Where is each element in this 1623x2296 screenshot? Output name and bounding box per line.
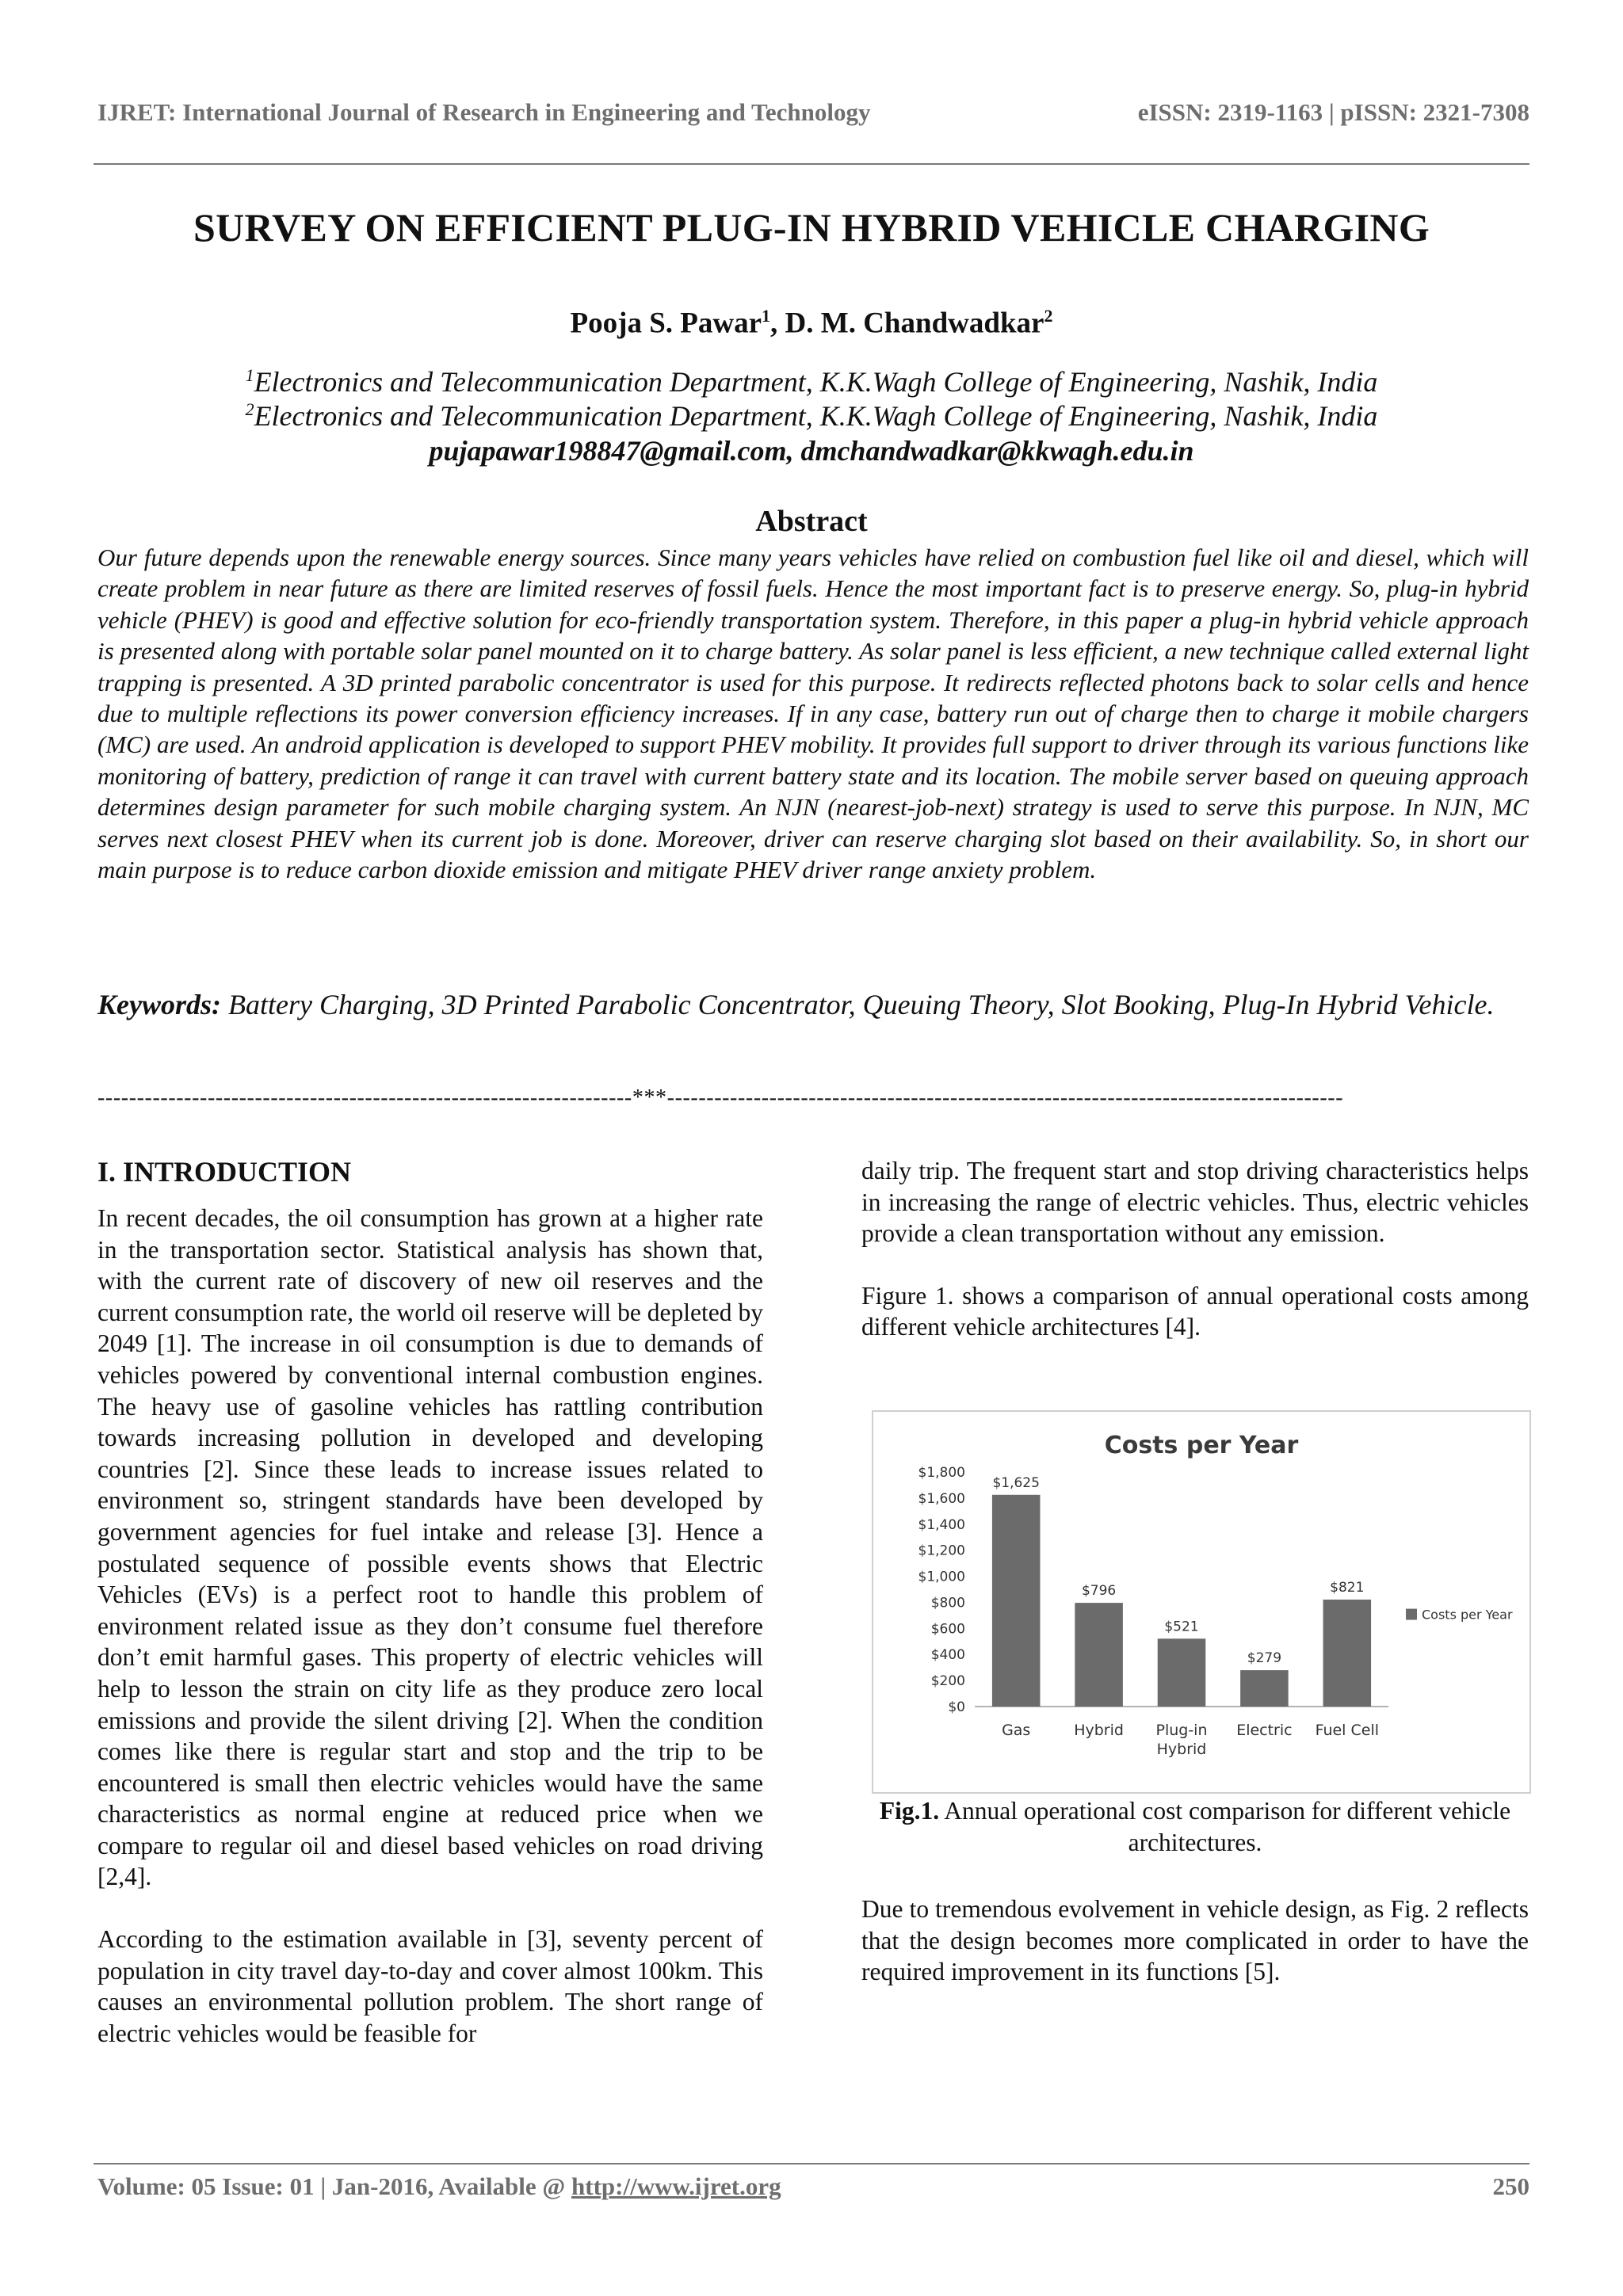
section-heading: I. INTRODUCTION bbox=[97, 1156, 352, 1188]
x-tick-label-line: Gas bbox=[1002, 1722, 1031, 1739]
y-tick-label: $1,200 bbox=[918, 1543, 965, 1559]
author-separator: , bbox=[770, 307, 785, 340]
intro-paragraph-5: Due to tremendous evolvement in vehicle design, as Fig. 2 reflects that the design becomes more complicated in order to have the required improvement in its functions [5]. bbox=[861, 1895, 1529, 1986]
intro-paragraph-1: In recent decades, the oil consumption has grown at a higher rate in the transportation sector. Statistical analysis has shown that, with the current rate of discovery of new oil reserves and the current consumption rate, the world oil reserve will be depleted by 2049 [1]. The increase in oil consumption is due to demands of vehicles powered by conventional internal combustion engines. The heavy use of gasoline vehicles has rattling contribution towards increasing pollution in developed and developing countries [2]. Since these leads to increase issues related to environment so, stringent standards have been developed by government agencies for fuel intake and release [3]. Hence a postulated sequence of possible events shows that Electric Vehicles (EVs) is a perfect root to handle this problem of environment related issue as they don’t consume fuel therefore don’t emit harmful gases. This property of electric vehicles will help to lesson the strain on city life as they produce zero local emissions and provide the silent driving [2]. When the condition comes like there is regular start and stop and the trip to be encountered is small then electric vehicles would have the same characteristics as normal engine at reduced price when we compare to regular oil and diesel based vehicles on road driving [2,4]. bbox=[97, 1204, 763, 1891]
x-tick-label bbox=[1155, 1722, 1207, 1758]
bar-fuel-cell bbox=[1323, 1600, 1372, 1707]
x-tick-label bbox=[1002, 1722, 1030, 1739]
x-tick-label-line: Fuel Cell bbox=[1315, 1722, 1380, 1739]
data-label: $521 bbox=[1164, 1619, 1199, 1635]
abstract-text: Our future depends upon the renewable energy sources. Since many years vehicles have relied on combustion fuel like oil and diesel, which will create problem in near future as there are limited reserves of fossil fuels. Hence the most important fact is to preserve energy. So, plug-in hybrid vehicle (PHEV) is good and effective solution for eco-friendly transportation system. Therefore, in this paper a plug-in hybrid vehicle approach is presented along with portable solar panel mounted on it to charge battery. As solar panel is less efficient, a new technique called external light trapping is presented. A 3D printed parabolic concentrator is used for this purpose. It redirects reflected photons back to solar cells and hence due to multiple reflections its power conversion efficiency increases. If in any case, battery run out of charge then to charge it mobile chargers (MC) are used. An android application is developed to support PHEV mobility. It provides full support to driver through its various functions like monitoring of battery, prediction of range it can travel with current battery state and its location. The mobile server based on queuing approach determines design parameter for such mobile charging system. An NJN (nearest-job-next) strategy is used to serve this purpose. In NJN, MC serves next closest PHEV when its current job is done. Moreover, driver can reserve charging slot based on their availability. So, in short our main purpose is to reduce carbon dioxide emission and mitigate PHEV driver range anxiety problem. bbox=[97, 543, 1529, 884]
page-number: 250 bbox=[1492, 2172, 1529, 2200]
bar-plug-in-hybrid bbox=[1158, 1638, 1206, 1707]
journal-header: IJRET: International Journal of Research in Engineering and Technology bbox=[97, 98, 871, 126]
author-2-sup: 2 bbox=[1044, 306, 1053, 326]
x-tick-label-line: Plug-in bbox=[1155, 1722, 1208, 1739]
intro-paragraph-2: According to the estimation available in [3], seventy percent of population in city travel day-to-day and cover almost 100km. This causes an environmental pollution problem. The short range of electric vehicles would be feasible for bbox=[97, 1925, 763, 2047]
abstract-heading: Abstract bbox=[755, 505, 868, 538]
author-2: D. M. Chandwadkar bbox=[785, 307, 1044, 340]
after-figure-text bbox=[861, 1894, 1529, 2019]
y-tick-label: $1,400 bbox=[918, 1516, 965, 1533]
y-tick-label: $1,600 bbox=[918, 1490, 965, 1507]
keywords-label: Keywords: bbox=[97, 989, 221, 1020]
author-1: Pooja S. Pawar bbox=[570, 307, 762, 340]
y-tick-label: $0 bbox=[948, 1699, 965, 1715]
y-tick-label: $400 bbox=[930, 1647, 965, 1664]
data-label: $821 bbox=[1330, 1579, 1365, 1596]
y-tick-label: $200 bbox=[930, 1673, 965, 1690]
cost-chart-svg bbox=[873, 1412, 1529, 1792]
data-label: $796 bbox=[1081, 1583, 1117, 1600]
legend-label: Costs per Year bbox=[1422, 1607, 1513, 1623]
section-separator: --------------------------------------------------------------------***-------------------------------------------------------------------------------------- bbox=[97, 1085, 1344, 1110]
data-label: $279 bbox=[1247, 1650, 1282, 1667]
affiliation-2-text: Electronics and Telecommunication Department, K.K.Wagh College of Engineering, Nashik, India bbox=[254, 400, 1378, 432]
bar-electric bbox=[1240, 1670, 1289, 1707]
keywords-text: Battery Charging, 3D Printed Parabolic Concentrator, Queuing Theory, Slot Booking, Plug-In Hybrid Vehicle. bbox=[228, 989, 1495, 1020]
x-tick-label-line: Electric bbox=[1236, 1722, 1293, 1739]
x-tick-label bbox=[1074, 1722, 1124, 1739]
bar-gas bbox=[992, 1495, 1041, 1707]
y-tick-label: $1,000 bbox=[918, 1569, 965, 1585]
affiliation-1-sup: 1 bbox=[245, 365, 254, 385]
intro-paragraph-4: Figure 1. shows a comparison of annual operational costs among different vehicle architectures [4]. bbox=[861, 1281, 1529, 1341]
affiliation-1 bbox=[0, 365, 1623, 399]
keywords bbox=[97, 979, 1529, 1031]
footer-volume-text: Volume: 05 Issue: 01 | Jan-2016, Available @ bbox=[97, 2172, 566, 2200]
x-tick-label-line: Hybrid bbox=[1156, 1741, 1207, 1758]
cost-chart bbox=[872, 1410, 1531, 1794]
intro-paragraph-3: daily trip. The frequent start and stop driving characteristics helps in increasing the range of electric vehicles. Thus, electric vehicles provide a clean transportation without any emission. bbox=[861, 1157, 1529, 1248]
author-1-sup: 1 bbox=[762, 306, 771, 326]
figure-caption bbox=[861, 1795, 1529, 1859]
authors bbox=[0, 306, 1623, 340]
legend-swatch bbox=[1406, 1609, 1417, 1620]
x-tick-label bbox=[1316, 1722, 1379, 1739]
footer-volume bbox=[97, 2172, 781, 2201]
y-tick-label: $1,800 bbox=[918, 1465, 965, 1481]
author-emails: pujapawar198847@gmail.com, dmchandwadkar@kkwagh.edu.in bbox=[429, 435, 1194, 467]
data-label: $1,625 bbox=[992, 1474, 1040, 1491]
affiliation-2 bbox=[0, 399, 1623, 433]
figure-caption-label: Fig.1. bbox=[879, 1797, 940, 1825]
issn-header: eISSN: 2319-1163 | pISSN: 2321-7308 bbox=[1137, 98, 1529, 126]
right-column bbox=[861, 1155, 1529, 1374]
figure-caption-text: Annual operational cost comparison for different vehicle architectures. bbox=[944, 1797, 1511, 1856]
affiliation-2-sup: 2 bbox=[245, 399, 254, 419]
footer-link[interactable]: http://www.ijret.org bbox=[571, 2172, 781, 2200]
y-tick-label: $800 bbox=[930, 1595, 965, 1611]
left-column bbox=[97, 1203, 763, 2080]
bar-hybrid bbox=[1075, 1603, 1123, 1707]
paper-title: SURVEY ON EFFICIENT PLUG-IN HYBRID VEHICLE CHARGING bbox=[193, 205, 1430, 250]
affiliation-1-text: Electronics and Telecommunication Department, K.K.Wagh College of Engineering, Nashik, India bbox=[254, 366, 1378, 398]
x-tick-label bbox=[1236, 1722, 1292, 1739]
footer-rule bbox=[94, 2163, 1529, 2164]
header-rule bbox=[94, 163, 1529, 165]
y-tick-label: $600 bbox=[930, 1621, 965, 1638]
x-tick-label-line: Hybrid bbox=[1074, 1722, 1124, 1739]
chart-title: Costs per Year bbox=[1104, 1432, 1299, 1459]
